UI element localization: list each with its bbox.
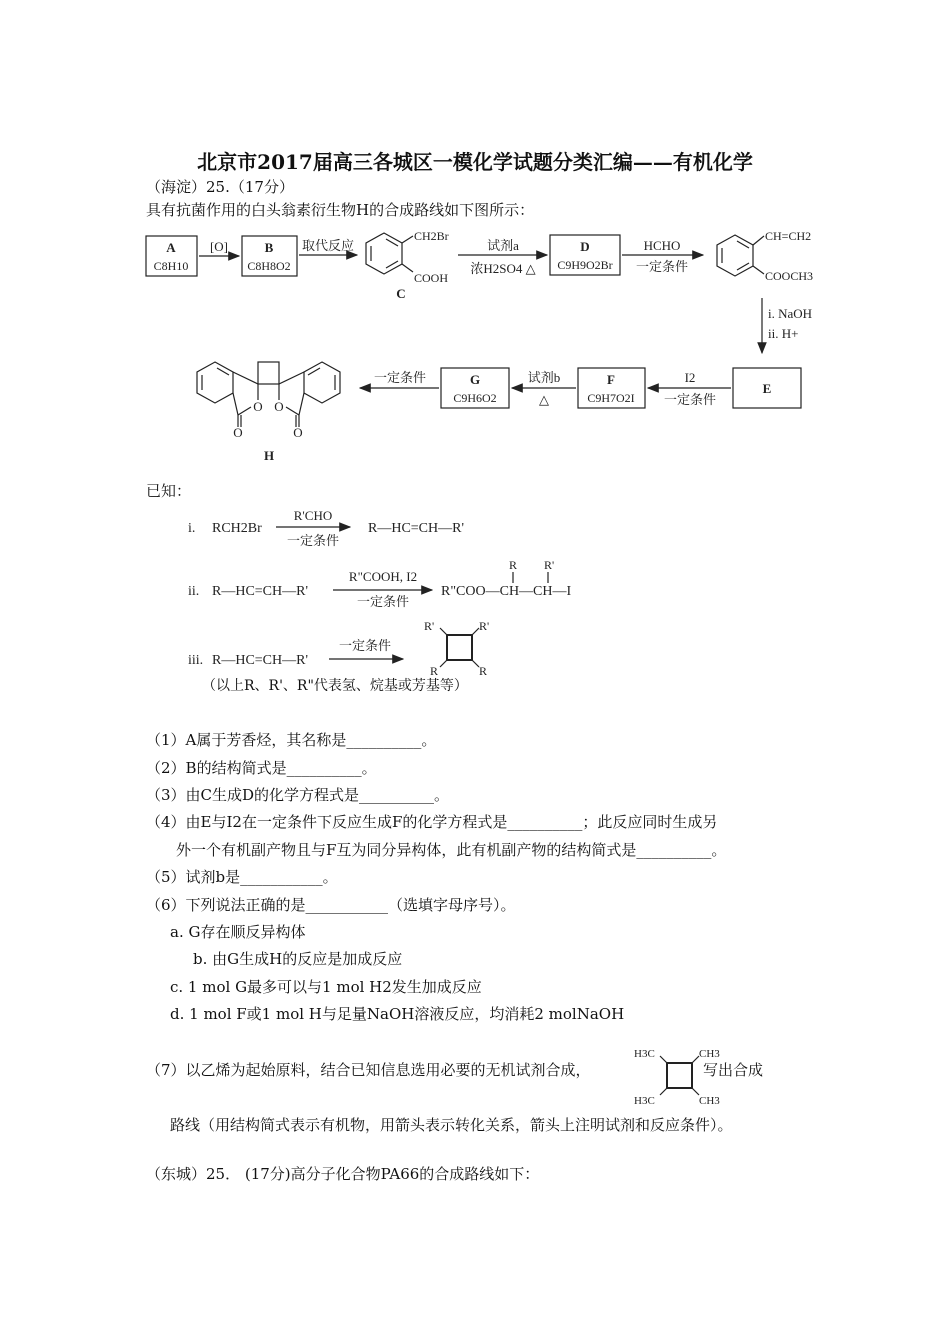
option-6a: a. G存在顺反异构体 — [170, 923, 306, 941]
label-H: H — [263, 448, 275, 463]
cond-down-2: ii. H+ — [768, 326, 799, 341]
label-B: B — [264, 240, 274, 255]
formula-F: C9H7O2I — [587, 391, 635, 405]
formula-A: C8H10 — [153, 259, 189, 273]
question-6: （6）下列说法正确的是___________（选填字母序号）。 — [146, 896, 516, 914]
atom-O-1: O — [233, 425, 243, 440]
atom-O-4: O — [274, 399, 284, 414]
known-iii-reactant: R—HC=CH—R' — [212, 653, 308, 668]
known-iii-R-2: R — [479, 664, 488, 678]
q7-methyl-1: H3C — [634, 1048, 655, 1060]
q7-methyl-2: CH3 — [699, 1048, 720, 1060]
question-7-line1: （7）以乙烯为起始原料，结合已知信息选用必要的无机试剂合成， — [146, 1061, 591, 1079]
question-7-line2: 路线（用结构简式表示有机物，用箭头表示转化关系，箭头上注明试剂和反应条件）。 — [170, 1116, 733, 1134]
known-ii-cond-top: R"COOH, I2 — [348, 569, 418, 584]
cond-C-D-bottom: 浓H2SO4 △ — [470, 261, 536, 276]
cond-C-D-top: 试剂a — [487, 238, 519, 253]
q25-header: （海淀）25.（17分） — [146, 178, 294, 196]
formula-D: C9H9O2Br — [557, 258, 613, 272]
known-iii-R-1: R — [430, 664, 439, 678]
known-iii-Rprime-2: R' — [479, 619, 490, 633]
question-1: （1）A属于芳香烃，其名称是__________。 — [146, 731, 437, 749]
known-iii-num: iii. — [188, 653, 204, 668]
question-2: （2）B的结构简式是__________。 — [146, 759, 377, 777]
question-4-line2: 外一个有机副产物且与F互为同分异构体，此有机副产物的结构简式是__________。 — [176, 841, 727, 859]
label-F: F — [607, 372, 615, 387]
label-E: E — [762, 381, 772, 396]
cond-down-1: i. NaOH — [768, 306, 813, 321]
cond-G-H: 一定条件 — [373, 370, 427, 385]
option-6c: c. 1 mol G最多可以与1 mol H2发生加成反应 — [170, 978, 482, 996]
C-substituent-2: COOH — [414, 271, 449, 285]
label-A: A — [166, 240, 176, 255]
known-ii-reactant: R—HC=CH—R' — [212, 584, 308, 599]
known-i-cond-bottom: 一定条件 — [286, 533, 340, 548]
label-D: D — [580, 239, 590, 254]
mid-substituent-1: CH=CH2 — [765, 229, 812, 243]
option-6d: d. 1 mol F或1 mol H与足量NaOH溶液反应，均消耗2 molNaOH — [170, 1005, 625, 1023]
known-iii-Rprime-1: R' — [424, 619, 435, 633]
known-label: 已知： — [146, 482, 192, 500]
question-3: （3）由C生成D的化学方程式是__________。 — [146, 786, 450, 804]
next-question-header: （东城）25． (17分)高分子化合物PA66的合成路线如下： — [146, 1165, 540, 1183]
cond-B-C: 取代反应 — [301, 238, 355, 253]
known-i-num: i. — [188, 521, 196, 536]
question-7-line1-tail: 写出合成 — [703, 1061, 764, 1079]
atom-O-2: O — [293, 425, 303, 440]
atom-O-3: O — [253, 399, 263, 414]
cond-F-G-top: 试剂b — [527, 370, 561, 385]
question-5: （5）试剂b是___________。 — [146, 868, 338, 886]
mid-substituent-2: COOCH3 — [765, 269, 814, 283]
known-ii-R: R — [509, 558, 518, 572]
label-G: G — [469, 372, 481, 387]
formula-B: C8H8O2 — [247, 259, 291, 273]
cond-D-bottom: 一定条件 — [635, 259, 689, 274]
known-iii-cond-top: 一定条件 — [338, 638, 392, 653]
q7-methyl-3: H3C — [634, 1095, 655, 1107]
q7-methyl-4: CH3 — [699, 1095, 720, 1107]
known-i-reactant: RCH2Br — [212, 521, 262, 536]
known-ii-Rprime: R' — [544, 558, 555, 572]
cyclobutane-q7 — [667, 1063, 692, 1088]
label-C: C — [396, 286, 406, 301]
formula-G: C9H6O2 — [453, 391, 497, 405]
C-substituent-1: CH2Br — [414, 229, 449, 243]
page-title: 北京市2017届高三各城区一模化学试题分类汇编——有机化学 — [197, 150, 753, 174]
known-note: （以上R、R'、R"代表氢、烷基或芳基等） — [202, 678, 468, 694]
structure-H — [197, 362, 340, 427]
known-ii-product: R"COO—CH—CH—I — [441, 584, 572, 599]
cond-D-top: HCHO — [643, 238, 681, 253]
cond-E-F-bottom: 一定条件 — [663, 392, 717, 407]
known-i-cond-top: R'CHO — [293, 508, 333, 523]
q25-intro: 具有抗菌作用的白头翁素衍生物H的合成路线如下图所示： — [146, 201, 535, 219]
question-4-line1: （4）由E与I2在一定条件下反应生成F的化学方程式是__________；此反应同时生成另 — [146, 813, 718, 831]
cond-E-F-top: I2 — [684, 370, 696, 385]
cond-A-B: [O] — [209, 239, 229, 254]
known-ii-cond-bottom: 一定条件 — [356, 594, 410, 609]
known-i-product: R—HC=CH—R' — [368, 521, 464, 536]
option-6b: b. 由G生成H的反应是加成反应 — [193, 950, 403, 968]
known-ii-num: ii. — [188, 584, 200, 599]
cond-F-G-bottom: △ — [539, 392, 549, 407]
cyclobutane-iii — [447, 635, 472, 660]
